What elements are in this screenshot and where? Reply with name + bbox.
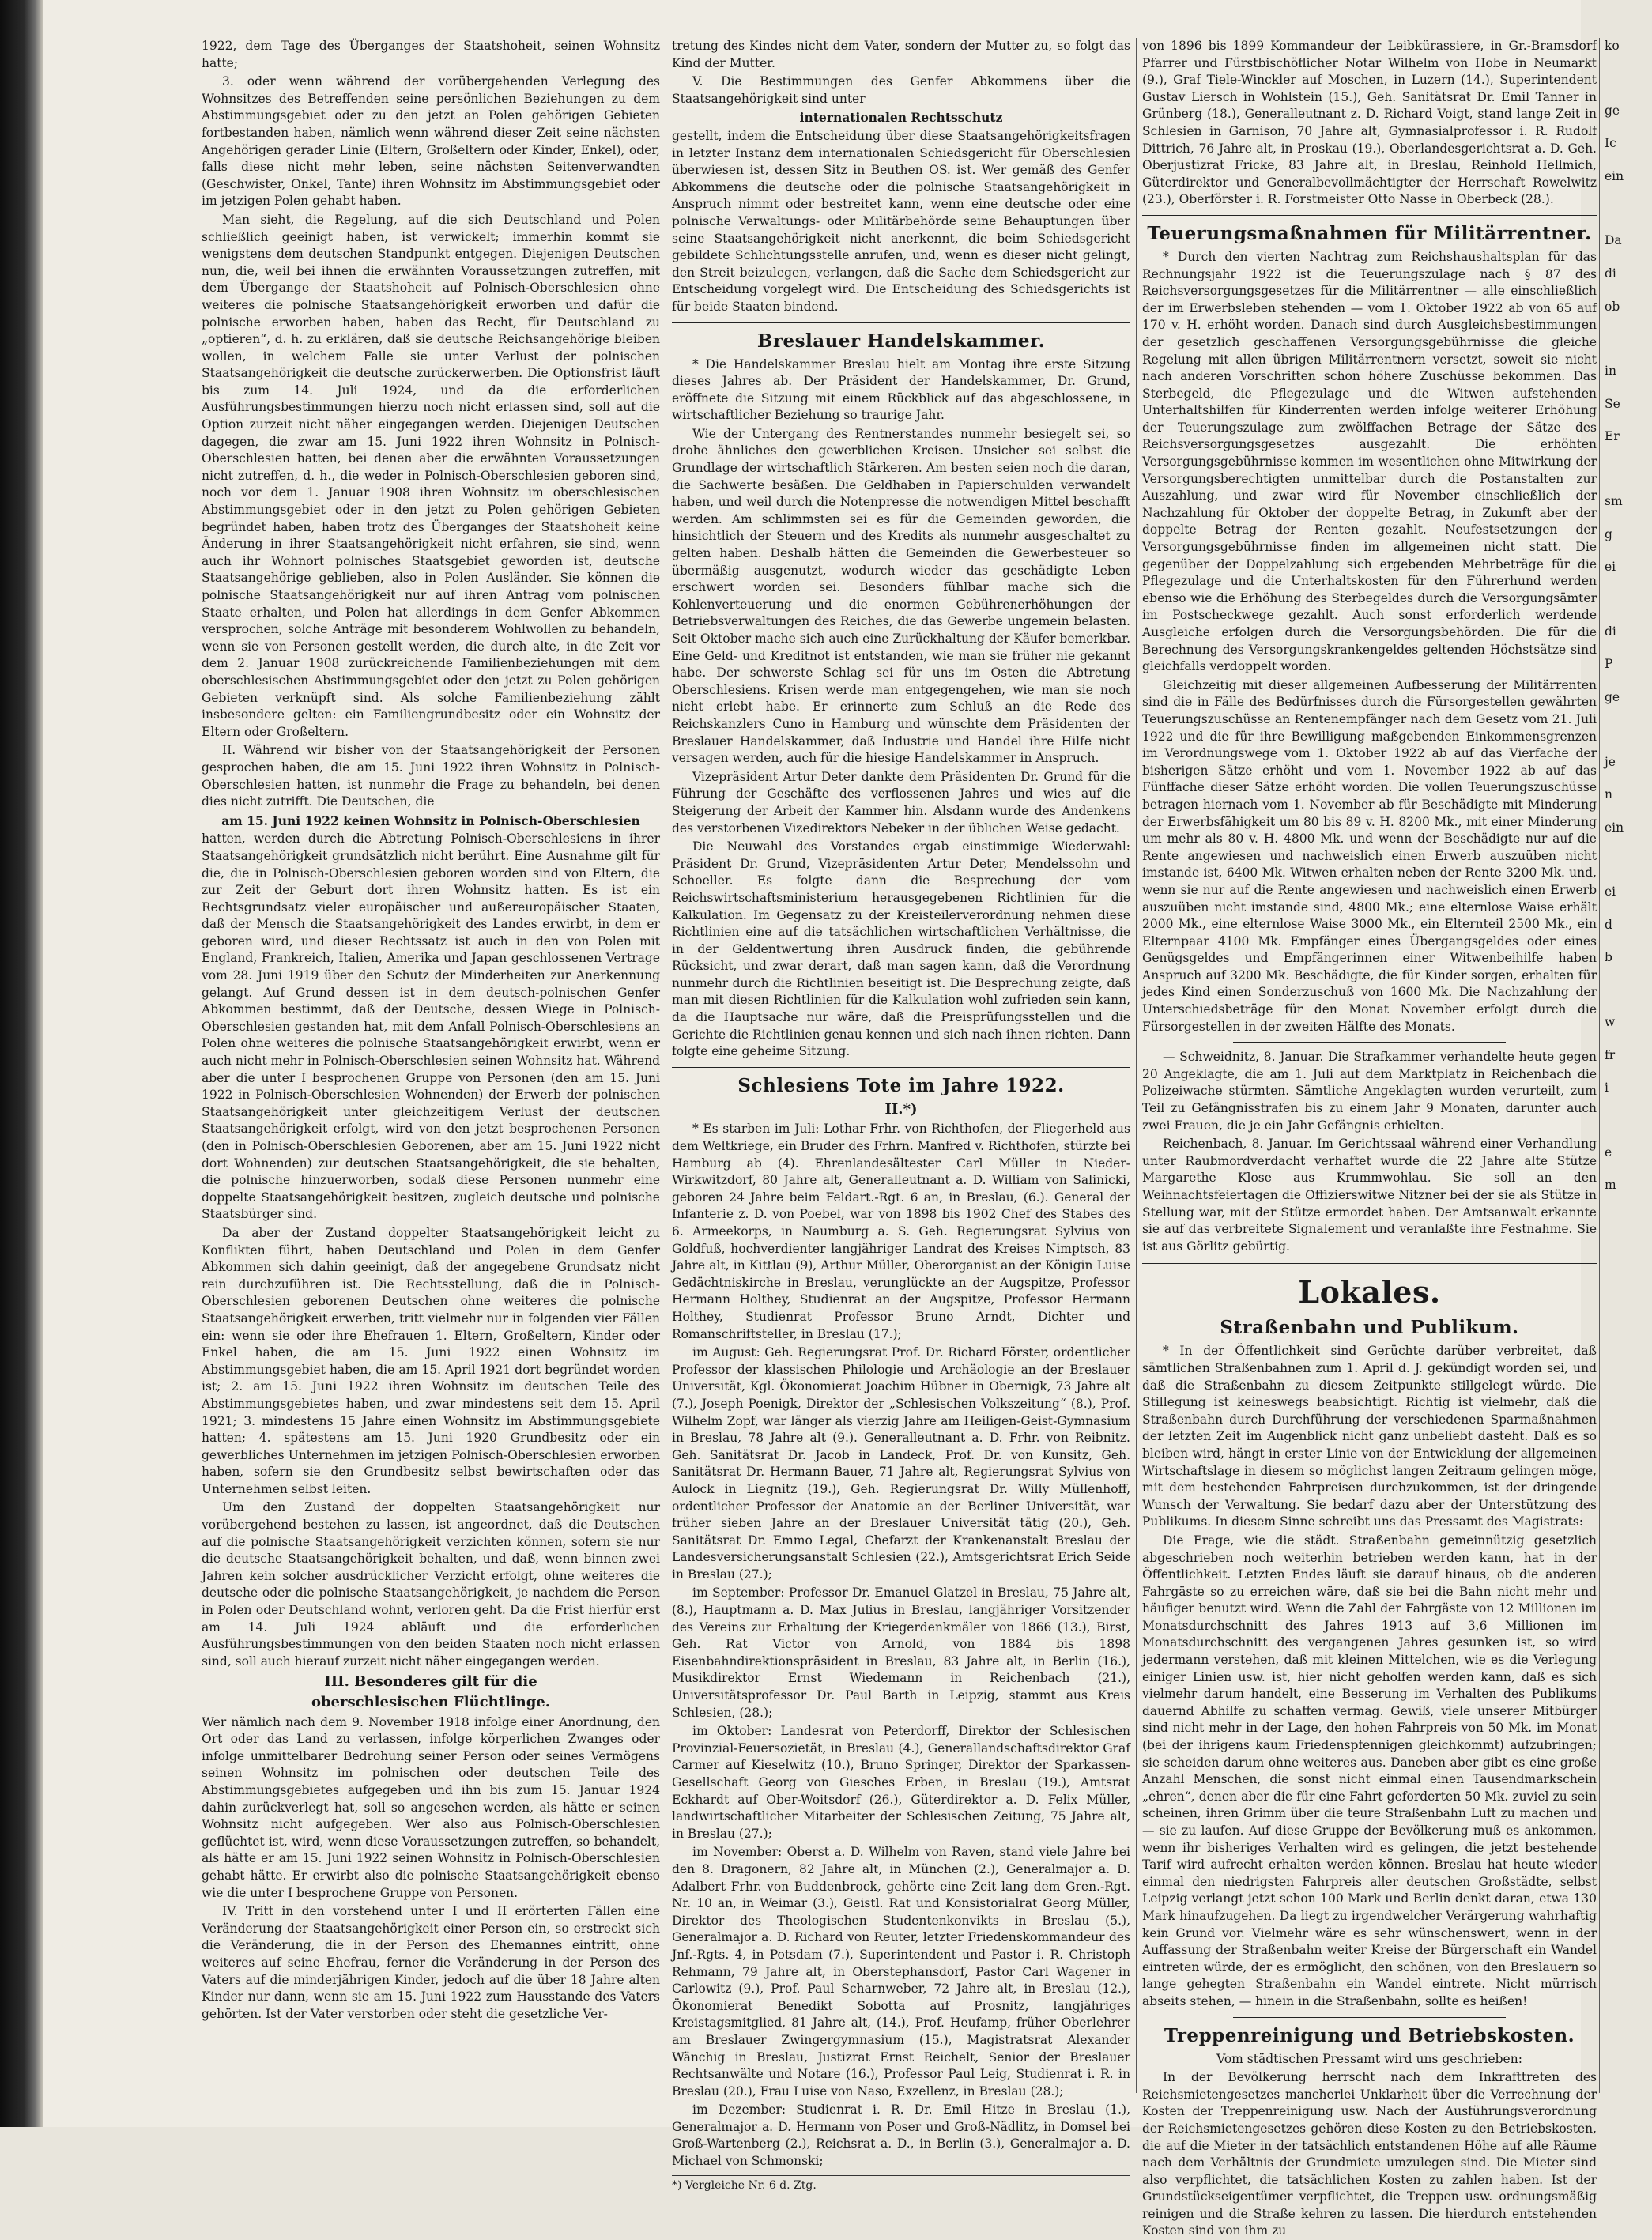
emphasis-line: am 15. Juni 1922 keinen Wohnsitz in Polnisch-Oberschlesien (221, 813, 640, 828)
cropped-line-fragment: i (1605, 1080, 1609, 1095)
paragraph: 1922, dem Tage des Überganges der Staatshoheit, seinen Wohnsitz hatte; (202, 39, 660, 70)
paragraph: Reichenbach, 8. Januar. Im Gerichtssaal während einer Verhandlung unter Raubmordverdacht verhaftet wurde die 22 Jahre alte Stütze Margarethe Klose aus Krummwohlau. Sie soll an den Weihnachtsfeiertagen die Offizierswitwe Nitzner bei der sie als Stütze in Stellung war, mit der Stütze ermordet haben. Der Amtsanwalt erkannte sie auf das verbreitete Signalement und veranlaßte ihre Festnahme. Sie ist aus Görlitz gebürtig. (1142, 1137, 1597, 1254)
paragraph: * In der Öffentlichkeit sind Gerüchte darüber verbreitet, daß sämtlichen Straßenbahnen zum 1. April d. J. gekündigt worden sei, und daß die Straßenbahn zu diesem Zeitpunkte stillgelegt würde. Die Stillegung ist keineswegs beabsichtigt. Richtig ist vielmehr, daß die Straßenbahn durch Durchführung der verschiedenen Sparmaßnahmen der letzten Zeit im Augenblick nicht ganz unbeliebt dasteht. Daß es so bleiben wird, hängt in erster Linie von der Entwicklung der allgemeinen Wirtschaftslage in diesem so möglichst langen Zeitraum gelingen möge, mit dem bestehenden Fahrpreisen durchzukommen, ist der dringende Wunsch der Verwaltung. Sie bedarf dazu aber der Unterstützung des Publikums. In diesem Sinne schreibt uns das Pressamt des Magistrats: (1142, 1344, 1597, 1529)
paragraph: im Oktober: Landesrat von Peterdorff, Direktor der Schlesischen Provinzial-Feuersozietät, in Breslau (4.), Generallandschaftsdirektor Graf Carmer auf Kieselwitz (10.), Bruno Springer, Direktor der Sparkassen-Gesellschaft Georg von Giesches Erben, in Breslau (19.), Amtsrat Eckhardt auf Ober-Woitsdorf (26.), Güterdirektor a. D. Felix Müller, landwirtschaftlicher Mitarbeiter der Schlesischen Zeitung, 75 Jahre alt, in Breslau (27.); (672, 1724, 1130, 1841)
section-title: Lokales. (1298, 1274, 1441, 1310)
paragraph: tretung des Kindes nicht dem Vater, sondern der Mutter zu, so folgt das Kind der Mutter. (672, 39, 1130, 70)
cropped-line-fragment: Er (1605, 429, 1620, 444)
cropped-line-fragment: ko (1605, 39, 1620, 53)
paragraph: * Es starben im Juli: Lothar Frhr. von Richthofen, der Fliegerheld aus dem Weltkriege, ein Bruder des Frhrn. Manfred v. Richthofen, stürzte bei Hamburg ab (4). Ehrenlandesältester Carl Müller in Nieder-Wirkwitzdorf, 80 Jahre alt, Generalleutnant a. D. William von Salinicki, geboren 24 Jahre beim Feldart.-Rgt. 6 an, in Breslau, (6.). General der Infanterie z. D. von Poebel, war von 1898 bis 1902 Chef des Stabes des 6. Armeekorps, in Naumburg a. S. Geh. Regierungsrat Sylvius von Goldfuß, hochverdienter langjähriger Landrat des Kreises Nimptsch, 83 Jahre alt, in Kittlau (9), Arthur Müller, Oberorganist an der Königin Luise Gedächtniskirche in Breslau, verunglückte an der Augspitze, Professor Hermann Holthey, Studienrat an der Augspitze, Professor Hermann Holthey, Studienrat Professor Bruno Arndt, Dichter und Romanschriftsteller, in Breslau (17.); (672, 1122, 1130, 1341)
divider (1142, 215, 1597, 216)
section-divider (1142, 1263, 1597, 1265)
cropped-line-fragment: in (1605, 364, 1616, 379)
section-heading: oberschlesischen Flüchtlinge. (311, 1694, 551, 1710)
paragraph: Da aber der Zustand doppelter Staatsangehörigkeit leicht zu Konflikten führt, haben Deutschland und Polen in dem Genfer Abkommen sich dahin geeinigt, daß der angegebene Grundsatz nicht rein durchzuführen ist. Die Rechtsstellung, daß die in Polnisch-Oberschlesien geborenen Deutschen ohne weiteres die polnische Staatsangehörigkeit erwerben, tritt vielmehr nur in folgenden vier Fällen ein: wenn sie oder ihre Ehefrauen 1. Eltern, Großeltern, Kinder oder Enkel haben, die am 15. Juni 1922 einen Wohnsitz im Abstimmungsgebiet haben, die am 15. April 1921 dort begründet worden ist; 2. am 15. Juni 1922 ihren Wohnsitz im deutschen Teile des Abstimmungsgebietes haben, und zwar mindestens seit dem 15. April 1921; 3. mindestens 15 Jahre einen Wohnsitz im Abstimmungsgebiete hatten; 4. spätestens am 15. Juni 1920 Grundbesitz oder ein gewerbliches Unternehmen im jetzigen Polnisch-Oberschlesien erworben haben, sofern sie den Grundbesitz selbst bewirtschaften oder das Unternehmen selbst leiten. (202, 1225, 660, 1496)
paragraph: — Schweidnitz, 8. Januar. Die Strafkammer verhandelte heute gegen 20 Angeklagte, die am 1. Juli auf dem Marktplatz in Reichenbach die Polizeiwache stürmten. Sämtliche Angeklagten wurden verurteilt, zum Teil zu Gefängnisstrafen bis zu einem Jahr 9 Monaten, darunter auch zwei Frauen, die je ein Jahr Gefängnis erhielten. (1142, 1050, 1597, 1133)
emphasis-line: internationalen Rechtsschutz (799, 110, 1003, 126)
divider (672, 1067, 1130, 1068)
paragraph: Wer nämlich nach dem 9. November 1918 infolge einer Anordnung, den Ort oder das Land zu verlassen, infolge körperlichen Zwanges oder infolge unmittelbarer Bedrohung seiner Person oder seines Vermögens seinen Wohnsitz im polnischen oder deutschen Teile des Abstimmungsgebietes aufgegeben und ihn bis zum 15. Januar 1924 dahin zurückverlegt hat, soll so angesehen werden, als hätte er seinen Wohnsitz nicht aufgegeben. Wer also aus Polnisch-Oberschlesien geflüchtet ist, wird, wenn diese Voraussetzungen zutreffen, so behandelt, als hätte er am 15. Juni 1922 seinen Wohnsitz in Polnisch-Oberschlesien gehabt hätte. Er erwirbt also die polnische Staatsangehörigkeit ebenso wie die unter I besprochene Gruppe von Personen. (202, 1714, 660, 1900)
cropped-line-fragment: b (1605, 950, 1612, 965)
column-rule (1599, 38, 1600, 2093)
paragraph: Wie der Untergang des Rentnerstandes nunmehr besiegelt sei, so drohe ähnliches den gewerblichen Kreisen. Unsicher sei selbst die Grundlage der wirtschaftlich Stärkeren. Am besten seien noch die daran, die Sachwerte besäßen. Die Geldhaben in Papierschulden verwandelt haben, und weil durch die Notenpresse die notwendigen Mittel beschafft werden. Am schlimmsten sei es für die Gemeinden geworden, die hinsichtlich der Steuern und des Kredits als nunmehr ausgeschaltet zu gelten haben. Deshalb hätten die Gemeinden die Gewerbesteuer so übermäßig ausgenutzt, wodurch wieder das geschädigte Leben erschwert worden sei. Besonders fühlbar mache sich die Kohlenverteuerung und die enormen Gebührenerhöhungen der Betriebsverwaltungen des Reiches, die das Gewerbe ungemein belasten. Seit Oktober mache sich auch eine Zurückhaltung der Käufer bemerkbar. Eine Geld- und Kreditnot ist entstanden, wie man sie früher nie gekannt habe. Der schwerste Schlag sei für uns im Osten die Abtretung Oberschlesiens. Krisen werde man entgegengehen, wie man sie noch nicht erlebt habe. Er erinnerte zum Schluß an die Rede des Reichskanzlers Cuno in Hamburg und wünschte dem Präsidenten der Breslauer Handelskammer, daß Industrie und Handel ihre Hilfe nicht versagen werden, auch für die hiesige Handelskammer in Anspruch. (672, 426, 1130, 766)
paragraph: Die Frage, wie die städt. Straßenbahn gemeinnützig gesetzlich abgeschrieben noch weiterhin betrieben werden kann, hat in der Öffentlichkeit. Letzten Endes läuft sie darauf hinaus, ob die anderen Fahrgäste so zu erreichen wäre, daß sie bei die Bahn nicht mehr und häufiger benutzt wird. Wenn die Zahl der Fahrgäste von 12 Millionen im Monatsdurchschnitt des Jahres 1913 auf 3,6 Millionen im Monatsdurchschnitt des vergangenen Jahres gesunken ist, so wird jedermann verstehen, daß mit kleinen Mittelchen, wie es die Verlegung einiger Linien usw. ist, hier nicht geholfen werden kann, daß es sich vielmehr darum handelt, eine Besserung im Verhalten des Publikums dauernd Abhilfe zu schaffen vermag. Gewiß, viele unserer Mitbürger sind nicht mehr in der Lage, den hohen Fahrpreis von 50 Mk. im Monat (bei der ihrigens kaum Friedenspfennigen gleichkommt) aufzubringen; sie scheiden darum ohne weiteres aus. Daneben aber gibt es eine große Anzahl Menschen, die sonst nicht einmal einen Tausendmarkschein „ehren“, denen aber die für eine Fahrt geforderten 50 Mk. zuviel zu sein scheinen, ihren Grimm über die teure Straßenbahn Luft zu machen und — sie zu laufen. Auf diese Gruppe der Bevölkerung muß es ankommen, wenn ihr bisheriges Verhalten wird es gelingen, die jetzt bestehende Tarif wird aufrecht erhalten werden können. Breslau hat heute wieder einmal den niedrigsten Fahrpreis aller deutschen Großstädte, selbst Leipzig verlangt jetzt schon 100 Mark und Berlin denkt daran, etwa 130 Mark hinaufzugehen. Da liegt zu irgendwelcher Verärgerung wahrhaftig kein Grund vor. Vielmehr wäre es sehr wünschenswert, wenn in der Auffassung der Straßenbahn weiter Kreise der Bürgerschaft ein Wandel eintreten würde, der es ermöglicht, den schönen, von den Breslauern so lange gehegten Straßenbahn ein Wandel eintrete. Nicht mürrisch abseits stehen, — hinein in die Straßenbahn, sollte es heißen! (1142, 1533, 1597, 2008)
article-headline: Straßenbahn und Publikum. (1220, 1317, 1519, 1339)
cropped-line-fragment: g (1605, 526, 1612, 541)
paragraph: Um den Zustand der doppelten Staatsangehörigkeit nur vorübergehend bestehen zu lassen, ist angeordnet, daß die Deutschen auf die polnische Staatsangehörigkeit verzichten können, sofern sie nur die deutsche Staatsangehörigkeit behalten, und daß, wenn binnen zwei Jahren kein solcher ausdrücklicher Verzicht erfolgt, ohne weiteres die deutsche oder die polnische Staatsangehörigkeit, je nachdem die Person in Polen oder Deutschland wohnt, verloren geht. Da die Frist hierfür erst am 14. Juli 1924 abläuft und die erforderlichen Ausführungsbestimmungen von den beiden Staaten noch nicht erlassen sind, soll auch hierauf zurzeit nicht näher eingegangen werden. (202, 1500, 660, 1669)
paragraph: im November: Oberst a. D. Wilhelm von Raven, stand viele Jahre bei den 8. Dragonern, 82 Jahre alt, in München (2.), Generalmajor a. D. Adalbert Frhr. von Buddenbrock, gehörte eine Zeit lang dem Gren.-Rgt. Nr. 10 an, in Weimar (3.), Geistl. Rat und Konsistorialrat Georg Müller, Direktor des Theologischen Studentenkonvikts in Breslau (5.), Generalmajor a. D. Richard von Reuter, letzter Friedenskommandeur des Jnf.-Rgts. 4, in Potsdam (7.), Superintendent und Pastor i. R. Christoph Rehmann, 79 Jahre alt, in Oberstephansdorf, Pastor Carl Wagener in Carlowitz (9.), Prof. Paul Scharnweber, 72 Jahre alt, in Breslau (12.), Ökonomierat Benedikt Sobotta auf Prosnitz, langjähriges Kreistagsmitglied, 81 Jahre alt, (14.), Prof. Heufamp, früher Oberlehrer am Breslauer Zwingergymnasium (15.), Magistratsrat Alexander Wänchig in Breslau, Justizrat Ernst Reichelt, Senior der Breslauer Rechtsanwälte und Notare (16.), Professor Paul Leig, Studienrat i. R. in Breslau (20.), Frau Luise von Naso, Exzellenz, in Breslau (28.); (672, 1845, 1130, 2099)
paragraph: Man sieht, die Regelung, auf die sich Deutschland und Polen schließlich geeinigt haben, ist verwickelt; immerhin kommt sie wenigstens dem deutschen Standpunkt entgegen. Diejenigen Deutschen nun, die, weil bei ihnen die erwähnten Voraussetzungen zutreffen, mit dem Übergange der Staatshoheit auf Polnisch-Oberschlesien ohne weiteres die polnische Staatsangehörigkeit erworben und dafür die polnische erworben haben, haben das Recht, für Deutschland zu „optieren“, d. h. zu erklären, daß sie deutsche Reichsangehörige bleiben wollen, in welchem Falle sie unter Verlust der polnischen Staatsangehörigkeit die deutsche zurückerwerben. Die Optionsfrist läuft bis zum 14. Juli 1924, und da die erforderlichen Ausführungsbestimmungen hierzu noch nicht erlassen sind, soll auf die Option zurzeit nicht näher eingegangen werden. Diejenigen Deutschen dagegen, die zwar am 15. Juni 1922 ihren Wohnsitz in Polnisch-Oberschlesien hatten, bei denen aber die erwähnten Voraussetzungen nicht zutreffen, d. h., die weder in Polnisch-Oberschlesien geboren sind, noch vor dem 1. Januar 1908 ihren Wohnsitz im oberschlesischen Abstimmungsgebiet oder in den jetzt zu Polen gehörigen Gebieten begründet haben, haben trotz des Überganges der Staatshoheit keine Änderung in ihrer Staatsangehörigkeit nicht erfahren, sie sind, wenn auch ihr Wohnort polnisches Staatsgebiet geworden ist, deutsche Staatsangehörige geblieben, also in Polen Ausländer. Sie können die polnische Staatsangehörigkeit nur auf ihren Antrag vom polnischen Staate erhalten, und Polen hat allerdings in dem Genfer Abkommen versprochen, solche Anträge mit besonderem Wohlwollen zu behandeln, wenn sie von Personen gestellt werden, die durch alte, in die Zeit vor dem 2. Januar 1908 zurückreichende Familienbeziehungen mit dem oberschlesischen Abstimmungsgebiet oder den jetzt zu Polen gehörigen Gebieten verknüpft sind. Als solche Familienbeziehung zählt insbesondere gelten: ein Familiengrundbesitz oder ein Wohnsitz der Eltern oder Großeltern. (202, 212, 660, 739)
paragraph: hatten, werden durch die Abtretung Polnisch-Oberschlesiens in ihrer Staatsangehörigkeit grundsätzlich nicht berührt. Eine Ausnahme gilt für die, die in Polnisch-Oberschlesien geboren worden sind von Eltern, die zur Zeit der Geburt dort ihren Wohnsitz hatten. Es ist ein Rechtsgrundsatz vieler europäischer und außereuropäischer Staaten, daß der Mensch die Staatsangehörigkeit des Landes erwirbt, in dem er geboren wird, und dieser Rechtssatz ist auch in den von Polen mit England, Frankreich, Italien, Amerika und Japan geschlossenen Vertrage vom 28. Juni 1919 über den Schutz der Minderheiten zur Anerkennung gelangt. Auf Grund dessen ist in dem deutsch-polnischen Genfer Abkommen bestimmt, daß der Deutsche, dessen Wiege in Polnisch-Oberschlesien gestanden hat, mit dem Anfall Polnisch-Oberschlesiens an Polen ohne weiteres die polnische Staatsangehörigkeit erwirbt, wenn er auch nicht mehr in Polnisch-Oberschlesien seinen Wohnsitz hat. Während aber die unter I besprochenen Gruppe von Personen (den am 15. Juni 1922 in Polnisch-Oberschlesien Wohnenden) der Erwerb der polnischen Staatsangehörigkeit unter gleichzeitigem Verlust der deutschen Staatsangehörigkeit erfolgt, wird von den jetzt besprochenen Personen (den in Polnisch-Oberschlesien Geborenen, aber am 15. Juni 1922 nicht dort Wohnenden) zur deutschen Staatsangehörigkeit, die sie behalten, die polnische hinzuerworben, sodaß diese Personen nunmehr eine doppelte Staatsangehörigkeit besitzen, zugleich deutsche und polnische Staatsbürger sind. (202, 832, 660, 1222)
paragraph: * Durch den vierten Nachtrag zum Reichshaushaltsplan für das Rechnungsjahr 1922 ist die Teuerungszulage nach § 87 des Reichsversorgungsgesetzes für die Militärrentner — alle einschließlich der im Erwerbsleben stehenden — vom 1. Oktober 1922 ab von 65 auf 170 v. H. erhöht worden. Danach sind durch Ausgleichsbestimmungen der gesetzlich geschaffenen Versorgungsgebührnisse die gleiche Regelung mit allen übrigen Militärrentnern versetzt, soweit sie nicht nach anderen Vorschriften schon höhere Zuschüsse bekommen. Das Sterbegeld, die Pflegezulage und die Witwen aufstehenden Unterhaltshilfen für Kinderrenten werden infolge weiterer Erhöhung der Teuerungszulage zum zwölffachen Betrage der Sätze des Reichsversorgungsgesetzes ausgezahlt. Die erhöhten Versorgungsgebührnisse kommen im wesentlichen ohne Mitwirkung der Versorgungsberechtigten unmittelbar durch die Postanstalten zur Auszahlung, und zwar wird für November einschließlich der Nachzahlung für Oktober der doppelte Betrag, in Zukunft aber der doppelte Betrag der Renten gezahlt. Neufestsetzungen der Versorgungsgebührnisse finden im allgemeinen nicht statt. Die gegenüber der Doppelzahlung sich ergebenden Mehrbeträge für die Pflegezulage und die Unterhaltskosten für den Führerhund werden ebenso wie die Erhöhung des Sterbegeldes durch die Versorgungsämter im Postscheckwege gezahlt. Auch sonst erforderlich werdende Ausgleiche erfolgen durch die Versorgungsbehörden. Die für die Berechnung des Versorgungskrankengeldes geltenden Höchstsätze sind gleichfalls verdoppelt worden. (1142, 249, 1597, 674)
paragraph: In der Bevölkerung herrscht nach dem Inkrafttreten des Reichsmietengesetzes mancherlei Unklarheit über die Verrechnung der Kosten der Treppenreinigung usw. Nach der Ausführungsverordnung der Reichsmietengesetzes gehören diese Kosten zu den Betriebskosten, die auf die Mieter in der tatsächlich entstandenen Höhe auf alle Räume nach dem Verhältnis der Grundmiete umzulegen sind. Die Mieter sind also verpflichtet, die tatsächlichen Kosten zu zahlen haben. Ist der Grundstückseigentümer verpflichtet, die Treppen usw. ordnungsmäßig reinigen und die Straße kehren zu lassen. Die hierdurch entstehenden Kosten sind von ihm zu (1142, 2070, 1597, 2238)
divider (1233, 1042, 1506, 1043)
cropped-line-fragment: di (1605, 266, 1616, 281)
article-headline: Schlesiens Tote im Jahre 1922. (737, 1074, 1065, 1096)
section-heading: III. Besonderes gilt für die (324, 1673, 537, 1691)
cropped-line-fragment: P (1605, 657, 1613, 672)
paragraph: von 1896 bis 1899 Kommandeur der Leibkürassiere, in Gr.-Bramsdorf Pfarrer und Fürstbischöflicher Notar Wilhelm von Hobe in Neumarkt (9.), Graf Tiele-Winckler auf Moschen, in Luzern (14.), Superintendent Gustav Liersch in Wohlstein (15.), Geh. Sanitätsrat Dr. Emil Tanner in Grünberg (18.), Generalleutnant z. D. Richard Voigt, stand lange Zeit in Schlesien in Garnison, 70 Jahre alt, Gymnasialprofessor i. R. Rudolf Dittrich, 76 Jahre alt, in Proskau (19.), Oberlandesgerichtsrat a. D. Geh. Oberjustizrat Fricke, 83 Jahre alt, in Breslau, Reinhold Hellmich, Güterdirektor und Generalbevollmächtigter der Herrschaft Rowelwitz (23.), Oberförster i. R. Forstmeister Otto Nasse in Oberbeck (28.). (1142, 39, 1597, 207)
cropped-line-fragment: Da (1605, 233, 1622, 248)
footnote: *) Vergleiche Nr. 6 d. Ztg. (672, 2175, 1130, 2195)
cropped-line-fragment: d (1605, 917, 1612, 932)
cropped-line-fragment: ge (1605, 689, 1620, 704)
paragraph: Vizepräsident Artur Deter dankte dem Präsidenten Dr. Grund für die Führung der Geschäfte des verflossenen Jahres und wies auf die Steigerung der Arbeit der Kammer hin. Alsdann wurde des Andenkens des verstorbenen Vizedirektors Nebeker in der üblichen Weise gedacht. (672, 769, 1130, 835)
paragraph: im Dezember: Studienrat i. R. Dr. Emil Hitze in Breslau (1.), Generalmajor a. D. Hermann von Poser und Groß-Nädlitz, in Domsel bei Groß-Wartenberg (2.), Reichsrat a. D., in Berlin (3.), Generalmajor a. D. Michael von Schmonski; (672, 2102, 1130, 2169)
article-subheading: II.*) (884, 1100, 918, 1118)
cropped-line-fragment: ein (1605, 168, 1624, 183)
paragraph: im September: Professor Dr. Emanuel Glatzel in Breslau, 75 Jahre alt, (8.), Hauptmann a. D. Max Julius in Breslau, langjähriger Vorsitzender des Vereins zur Erhaltung der Kriegerdenkmäler von 1866 (13.), Birst, Geh. Rat Victor von Arnold, von 1884 bis 1898 Eisenbahndirektionspräsident in Breslau, 83 Jahre alt, in Berlin (16.), Musikdirektor Ernst Wiedemann in Reichenbach (21.), Universitätsprofessor Dr. Paul Barth in Leipzig, stammt aus Kreis Schlesien, (28.); (672, 1586, 1130, 1720)
byline: Vom städtischen Pressamt wird uns geschrieben: (1216, 2051, 1522, 2066)
cropped-line-fragment: je (1605, 754, 1616, 769)
paragraph: gestellt, indem die Entscheidung über diese Staatsangehörigkeitsfragen in letzter Instanz dem internationalen Schiedsgericht für Oberschlesien überwiesen ist, dessen Sitz in Beuthen OS. ist. Wer gemäß des Genfer Abkommens die deutsche oder die polnische Staatsangehörigkeit in Anspruch nimmt oder bestreitet kann, wenn eine deutsche oder eine polnische Verwaltungs- oder Militärbehörde seine Behauptungen über seine Staatsangehörigkeit nicht anerkennt, die beim Schiedsgericht gebildete Schlichtungsstelle anrufen, und, wenn es dieser nicht gelingt, den Streit beizulegen, verlangen, daß die Sache dem Schiedsgericht zur Entscheidung vorgelegt wird. Die Entscheidung des Schiedsgerichts ist für beide Staaten bindend. (672, 128, 1130, 314)
column-4-cropped (1605, 38, 1652, 2093)
cropped-line-fragment: ob (1605, 299, 1620, 314)
newspaper-page (43, 0, 1624, 2238)
paragraph: * Die Handelskammer Breslau hielt am Montag ihre erste Sitzung dieses Jahres ab. Der Präsident der Handelskammer, Dr. Grund, eröffnete die Sitzung mit einem Rückblick auf das abgeschlossene, in wirtschaftlicher Beziehung so traurige Jahr. (672, 356, 1130, 423)
paragraph: im August: Geh. Regierungsrat Prof. Dr. Richard Förster, ordentlicher Professor der klassischen Philologie und Archäologie an der Breslauer Universität, Kgl. Ökonomierat Joachim Hübner in Obernigk, 73 Jahre alt (7.), Joseph Poenigk, Direktor der „Schlesischen Volkszeitung“ (8.), Prof. Wilhelm Zopf, war länger als vierzig Jahre am Heiligen-Geist-Gymnasium in Breslau, 78 Jahre alt (9.). Generalleutnant a. D. Frhr. von Reibnitz. Geh. Sanitätsrat Dr. Jacob in Landeck, Prof. Dr. von Kunsitz, Geh. Sanitätsrat Dr. Hermann Bauer, 71 Jahre alt, Regierungsrat Sylvius von Aulock in Liegnitz (19.), Geh. Regierungsrat Dr. Willy Müllenhoff, ordentlicher Professor der Anatomie an der Berliner Universität, war früher sieben Jahre an der Breslauer Universität tätig (20.), Geh. Sanitätsrat Dr. Emmo Legal, Chefarzt der Krankenanstalt Breslau der Landesversicherungsanstalt Schlesien (22.), Amtsgerichtsrat Erich Seide in Breslau (27.); (672, 1345, 1130, 1582)
cropped-line-fragment: sm (1605, 493, 1623, 508)
column-1 (202, 38, 660, 2093)
paragraph: 3. oder wenn während der vorübergehenden Verlegung des Wohnsitzes des Betreffenden seine persönlichen Beziehungen zu dem Abstimmungsgebiet oder zu den jetzt an Polen gehörigen Gebieten fortbestanden haben, nämlich wenn während dieser Zeit seine nächsten Angehörigen gerader Linie (Eltern, Großeltern oder Kinder, Enkel), oder, falls diese nicht mehr leben, seine nächsten Seitenverwandten (Geschwister, Onkel, Tante) ihren Wohnsitz im Abstimmungsgebiet oder im jetzigen Polen gehabt haben. (202, 74, 660, 209)
cropped-line-fragment: Ic (1605, 136, 1616, 151)
column-rule (1136, 38, 1137, 2093)
paragraph: Gleichzeitig mit dieser allgemeinen Aufbesserung der Militärrenten sind die in Fälle des Bedürfnisses durch die Fürsorgestellen gewährten Teuerungszuschüsse an Rentenempfänger nach dem Gesetz vom 21. Juli 1922 und die für ihre Bewilligung maßgebenden Einkommensgrenzen im Verordnungswege vom 1. Oktober 1922 ab auf das Vierfache der bisherigen Sätze erhöht und vom 1. November 1922 ab auf das Fünffache dieser Sätze erhöht worden. Die vollen Teuerungszuschüsse betragen hiernach vom 1. November ab für Beschädigte mit Minderung der Erwerbsfähigkeit um 80 bis 89 v. H. 8200 Mk., mit einer Minderung um mehr als 80 v. H. 4800 Mk. und wenn der Beschädigte nur auf die Rente angewiesen und nachweislich einen Erwerb auszuüben nicht imstande ist, 6400 Mk. Witwen erhalten neben der Rente 3200 Mk. und, wenn sie nur auf die Rente angewiesen und nachweislich einen Erwerb auszuüben nicht imstande sind, 4800 Mk.; eine elternlose Waise erhält 2000 Mk., eine elternlose Waise 3000 Mk., ein Elternteil 2500 Mk., ein Elternpaar 4100 Mk. Empfänger eines Übergangsgeldes oder eines Genügsgeldes und Empfängerinnen einer Witwenbeihilfe haben Anspruch auf 3200 Mk. Beschädigte, die für Kinder sorgen, erhalten für jedes Kind einen Sonderzuschuß von 1600 Mk. Die Nachzahlung der Unterschiedsbeträge für den Monat November erfolgt durch die Fürsorgestellen in der zweiten Hälfte des Monats. (1142, 677, 1597, 1034)
divider (1233, 2017, 1506, 2018)
cropped-line-fragment: ei (1605, 560, 1616, 575)
divider (672, 322, 1130, 323)
paragraph: Die Neuwahl des Vorstandes ergab einstimmige Wiederwahl: Präsident Dr. Grund, Vizepräsidenten Artur Deter, Mendelssohn und Schoeller. Es folgte dann die Besprechung der vom Reichswirtschaftsministerium herausgegebenen Richtlinien für die Kalkulation. Im Gegensatz zu der Kreisteilerverordnung nehmen diese Richtlinien eine auf die tatsächlichen wirtschaftlichen Verhältnisse, die in der Geldentwertung ihren Ausdruck finden, die gebührende Rücksicht, und zwar derart, daß man sagen kann, daß die Verordnung nunmehr durch die Richtlinien beseitigt ist. Die Besprechung zeigte, daß man mit diesen Richtlinien für die Kalkulation wohl zufrieden sein kann, da die Hauptsache nur wäre, daß die Preisprüfungsstellen und die Gerichte die Richtlinien genau kennen und sich nach ihnen richten. Dann folgte eine geheime Sitzung. (672, 839, 1130, 1059)
article-headline: Teuerungsmaßnahmen für Militärrentner. (1147, 222, 1592, 244)
paragraph: II. Während wir bisher von der Staatsangehörigkeit der Personen gesprochen haben, die am 15. Juni 1922 ihren Wohnsitz in Polnisch-Oberschlesien hatten, ist nunmehr die Frage zu behandeln, bei denen dies nicht zutrifft. Die Deutschen, die (202, 743, 660, 809)
paragraph: V. Die Bestimmungen des Genfer Abkommens über die Staatsangehörigkeit sind unter (672, 74, 1130, 106)
cropped-line-fragment: n (1605, 787, 1612, 802)
cropped-line-fragment: fr (1605, 1047, 1616, 1062)
cropped-line-fragment: ge (1605, 103, 1620, 118)
book-binding-edge (0, 0, 43, 2127)
column-2 (672, 38, 1130, 2192)
cropped-line-fragment: di (1605, 624, 1616, 639)
cropped-line-fragment: Se (1605, 396, 1620, 411)
cropped-line-fragment: m (1605, 1178, 1616, 1193)
paragraph: IV. Tritt in den vorstehend unter I und II erörterten Fällen eine Veränderung der Staatsangehörigkeit einer Person ein, so erstreckt sich die Veränderung, die in der Person des Ehemannes eintritt, ohne weiteres auf seine Ehefrau, ferner die Veränderung in der Person des Vaters auf die minderjährigen Kinder, jedoch auf die über 18 Jahre alten Kinder nur dann, wenn sie am 15. Juni 1922 zum Hausstande des Vaters gehörten. Ist der Vater verstorben oder steht die gesetzliche Ver- (202, 1904, 660, 2021)
article-headline: Treppenreinigung und Betriebskosten. (1164, 2024, 1575, 2046)
column-3 (1142, 38, 1597, 2238)
cropped-line-fragment: w (1605, 1015, 1616, 1030)
article-headline: Breslauer Handelskammer. (756, 330, 1046, 352)
cropped-line-fragment: ei (1605, 884, 1616, 899)
cropped-line-fragment: ein (1605, 820, 1624, 835)
cropped-line-fragment: e (1605, 1145, 1612, 1160)
